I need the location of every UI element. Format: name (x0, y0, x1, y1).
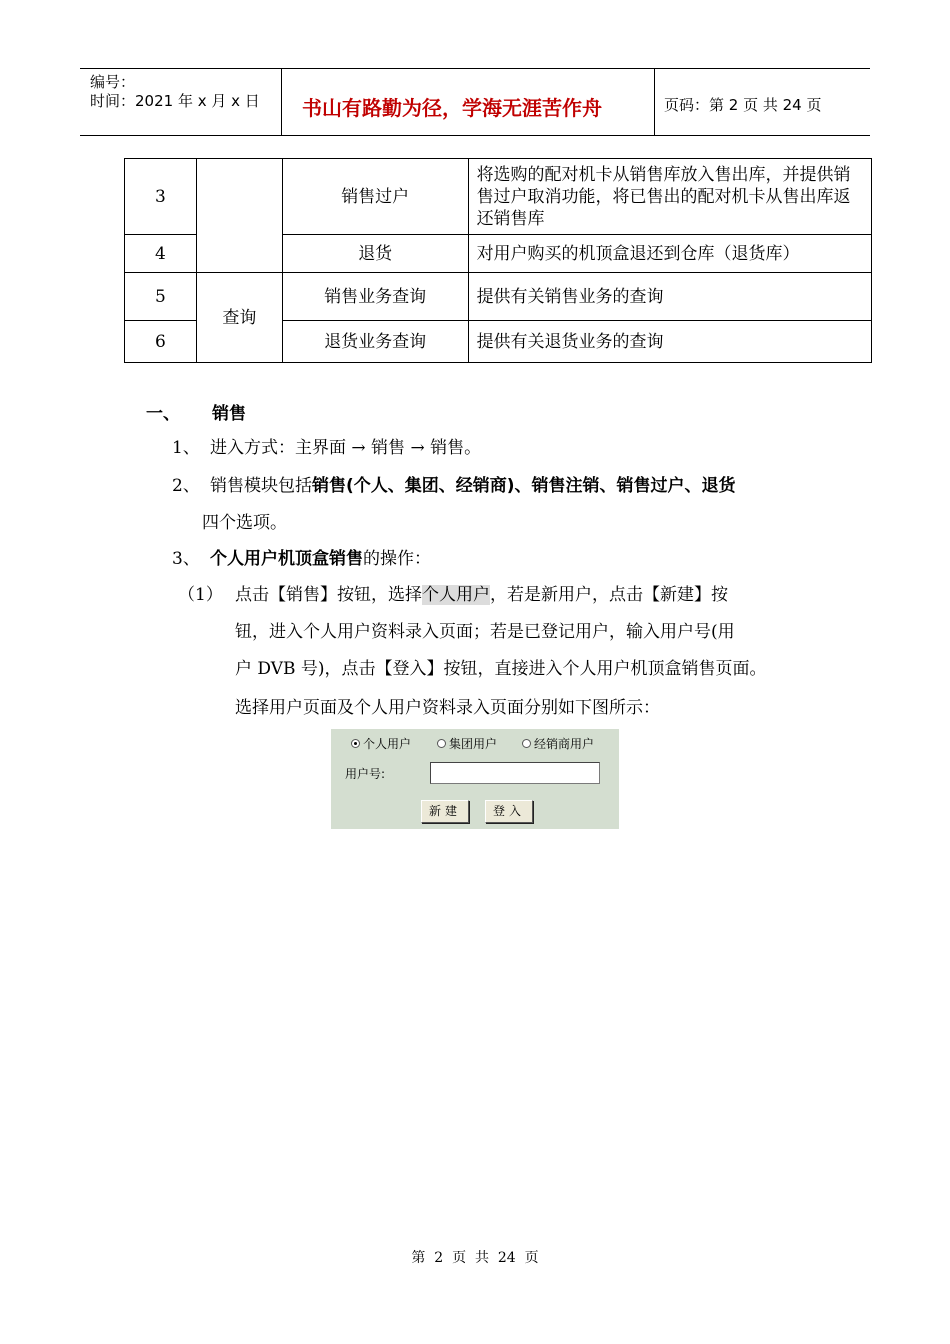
step-1-line-1-post: ，若是新用户，点击【新建】按 (490, 585, 728, 605)
step-1-number: （1） (178, 585, 223, 605)
page-footer: 第 2 页 共 24 页 (411, 1250, 539, 1266)
item-3-post: 的操作： (363, 549, 431, 569)
section-number: 一、 (146, 404, 180, 424)
step-1-line-3: 户 DVB 号)，点击【登入】按钮，直接进入个人用户机顶盒销售页面。 (235, 659, 767, 679)
radio-unselected-icon (522, 739, 531, 748)
header-divider-left (281, 68, 282, 136)
step-1-highlight: 个人用户 (422, 585, 490, 605)
item-2-line (210, 475, 736, 497)
login-button[interactable]: 登入 (485, 800, 533, 823)
header-divider-right (654, 68, 655, 136)
step-1-line-4: 选择用户页面及个人用户资料录入页面分别如下图所示： (235, 698, 660, 718)
row-description: 提供有关退货业务的查询 (468, 321, 871, 363)
item-2-pre: 销售模块包括 (210, 476, 312, 496)
row-description: 对用户购买的机顶盒退还到仓库（退货库） (468, 235, 871, 273)
row-number: 6 (125, 321, 197, 363)
header-motto: 书山有路勤为径，学海无涯苦作舟 (302, 96, 602, 120)
radio-group-label: 集团用户 (449, 737, 498, 751)
header-page-label: 页码：第 2 页 共 24 页 (664, 96, 822, 114)
row-number: 4 (125, 235, 197, 273)
item-2-bold: 销售(个人、集团、经销商)、销售注销、销售过户、退货 (312, 476, 736, 496)
row-description: 将选购的配对机卡从销售库放入售出库，并提供销售过户取消功能，将已售出的配对机卡从售出库返还销售库 (468, 159, 871, 235)
function-table (124, 158, 872, 363)
row-number: 5 (125, 273, 197, 321)
radio-group-user[interactable] (437, 735, 497, 752)
row-category-empty (196, 159, 282, 273)
row-description: 提供有关销售业务的查询 (468, 273, 871, 321)
item-3-bold: 个人用户机顶盒销售 (210, 549, 363, 569)
item-1-text: 进入方式：主界面 → 销售 → 销售。 (210, 438, 482, 458)
item-3-number: 3、 (172, 549, 200, 569)
header-bottom-border (80, 135, 870, 136)
step-1-line-1-pre: 点击【销售】按钮，选择 (235, 585, 422, 605)
section-title: 销售 (212, 404, 246, 424)
user-number-label: 用户号: (345, 767, 386, 781)
user-number-input[interactable] (430, 762, 600, 784)
row-function: 退货业务查询 (282, 321, 468, 363)
radio-personal-user[interactable] (351, 735, 411, 752)
table-row (125, 159, 872, 235)
user-type-radio-group (331, 733, 619, 753)
row-category: 查询 (196, 273, 282, 363)
step-1-line-2: 钮，进入个人用户资料录入页面；若是已登记用户，输入用户号(用 (235, 622, 735, 642)
new-button[interactable]: 新建 (421, 800, 469, 823)
item-1-number: 1、 (172, 438, 200, 458)
item-3-line (210, 548, 431, 570)
header-number-label: 编号： (90, 73, 136, 91)
item-2-number: 2、 (172, 476, 200, 496)
radio-unselected-icon (437, 739, 446, 748)
row-number: 3 (125, 159, 197, 235)
radio-selected-icon (351, 739, 360, 748)
row-function: 退货 (282, 235, 468, 273)
item-2-continuation: 四个选项。 (202, 513, 287, 533)
row-function: 销售业务查询 (282, 273, 468, 321)
step-1-line-1 (235, 584, 728, 606)
radio-personal-label: 个人用户 (363, 737, 412, 751)
radio-dealer-user[interactable] (522, 735, 594, 752)
header-time-label: 时间：2021 年 x 月 x 日 (90, 92, 260, 110)
table-row (125, 273, 872, 321)
radio-dealer-label: 经销商用户 (534, 737, 595, 751)
row-function: 销售过户 (282, 159, 468, 235)
select-user-panel (331, 729, 619, 829)
header-top-border (80, 68, 870, 69)
